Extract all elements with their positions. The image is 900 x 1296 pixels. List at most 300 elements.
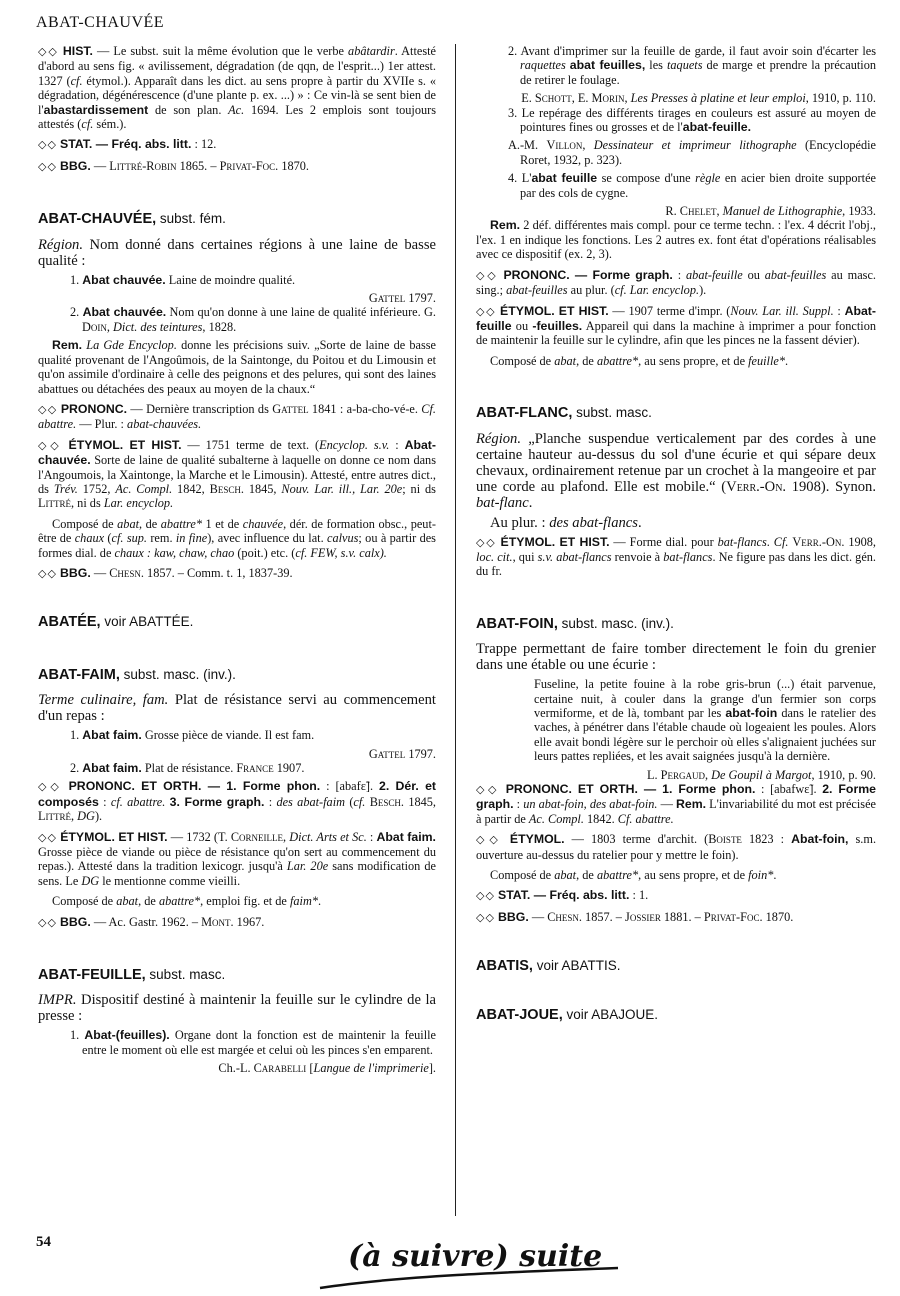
text-run: Villon [546, 138, 583, 153]
text-run: R. [665, 204, 680, 219]
example-4-source [476, 204, 876, 218]
text-run: 1870. [278, 158, 310, 173]
text-run: Rem. [490, 218, 521, 233]
text-run: sém.). [93, 117, 127, 132]
text-run: . Ne figure pas dans les dict. gén. du fr. [476, 549, 877, 579]
text-run: 1842. [583, 811, 618, 826]
text-run: abat-feuille. [682, 120, 752, 135]
text-run: , ni ds [71, 496, 104, 511]
text-run: Trappe permettant de faire tomber directement le foin du grenier dans une étable ou une écurie : [476, 641, 876, 674]
text-run: — 1907 terme d'impr. ( [608, 303, 731, 318]
text-run: , [624, 91, 631, 106]
compose-paragraph [476, 868, 876, 882]
text-run: ). [699, 283, 707, 298]
stat-paragraph [38, 137, 436, 152]
text-run: Les Presses à platine et leur emploi [630, 91, 806, 106]
text-run: 3. Le repérage des différents tirages en couleurs est assuré au moyen de pointures fines ou grosses et de l' [508, 105, 876, 135]
diamond-markers: ◇◇ [38, 438, 63, 452]
definition [38, 237, 436, 269]
text-run: Grosse pièce de viande. Il est fam. [141, 728, 315, 743]
text-run: HIST. [62, 44, 93, 58]
text-run: ÉTYMOL. ET HIST. [68, 437, 182, 452]
text-run: Ch.-L. [218, 1061, 254, 1076]
text-run: Dict. Arts et Sc. [289, 829, 367, 844]
text-run: faim* [289, 894, 318, 909]
entry-headword-abatis: ABATIS, voir ABATTIS. [476, 958, 621, 975]
text-run: , [106, 319, 114, 334]
text-run: Région. [476, 430, 521, 447]
text-run: 1845, [243, 481, 282, 496]
text-run: : [366, 829, 377, 844]
text-run: Gattel [272, 401, 309, 416]
text-run: 3. Forme graph. [169, 794, 265, 809]
remark [476, 218, 876, 261]
text-run: : [98, 794, 111, 809]
prononc-paragraph [38, 402, 436, 432]
text-run: dans le ratelier des vaches, à pénétrer dans l'étable chaude où logeaient les poules. Alors elle avait bondi légère sur le perchoir où elles s'alignaient juchées sur leurs pattes repliées, et les avait saignées jusqu'à la dernière. [534, 705, 877, 764]
entry-headword-abat-chauvee: ABAT-CHAUVÉE, subst. fém. [38, 211, 226, 228]
text-run: abastardissement [43, 102, 149, 117]
text-run: , de [139, 516, 161, 531]
text-run: Pergaud [660, 767, 705, 782]
text-run: STAT. — Fréq. abs. litt. [498, 888, 630, 903]
quotation [534, 677, 876, 763]
text-run: BBG. [60, 565, 91, 580]
prononc-paragraph [476, 782, 876, 826]
text-run: : [abafɛ̃]. [320, 779, 379, 794]
text-run: Ac. Compl. [528, 811, 584, 826]
text-run: Rem. [675, 797, 707, 812]
etymol-paragraph [38, 438, 436, 511]
text-run: s.m. ouverture au-dessus du ratelier pour y mettre le foin). [476, 832, 877, 862]
text-run: in fine [175, 531, 208, 546]
diamond-markers: ◇◇ [38, 402, 58, 416]
text-run: Carabelli [253, 1061, 307, 1076]
text-run: chauvée [242, 516, 284, 531]
text-run: s.v. abat-flancs [537, 549, 612, 564]
example-3 [508, 105, 876, 135]
text-run: Dessinateur et imprimeur lithographe [593, 138, 797, 153]
text-run: . [773, 868, 777, 883]
text-run: 1857. – [581, 909, 626, 924]
entry-headword-abat-foin: ABAT-FOIN, subst. masc. (inv.). [476, 615, 674, 632]
text-run: 1797. [405, 291, 436, 306]
text-run: des abat-flancs [549, 514, 638, 531]
text-run: . [637, 514, 642, 531]
text-run: abattre* [158, 894, 201, 909]
text-run: Trév. [53, 481, 78, 496]
text-run: De Goupil à Margot [711, 767, 812, 782]
example-1-source [38, 747, 436, 761]
text-run: Chesn. [547, 909, 582, 924]
example-2 [508, 44, 877, 87]
text-run: Cf. [773, 534, 789, 549]
handwritten-note-text: (à suivre) suite [348, 1239, 603, 1274]
text-run: Nom donné dans certaines régions à une laine de basse qualité : [38, 236, 436, 269]
text-run: Rem. [52, 338, 83, 353]
text-run: Abat faim. [376, 829, 436, 844]
text-run: — Le subst. suit la même évolution que le verbe [92, 44, 349, 58]
text-run: cf. [70, 73, 83, 88]
text-run: Langue de l'imprimerie [313, 1061, 429, 1076]
definition [476, 641, 876, 673]
text-run: Corneille [230, 829, 284, 844]
text-run: , de [576, 353, 597, 368]
text-run: 4. L' [508, 171, 532, 186]
text-run: bat-flancs [663, 549, 713, 564]
text-run: rem. [146, 531, 176, 546]
text-run: abattre* [596, 868, 639, 883]
text-run: renvoie à [611, 549, 664, 564]
definition [476, 431, 876, 511]
text-run: Privat-Foc. [703, 909, 763, 924]
text-run: Nom qu'on donne à une laine de qualité inférieure. G. [166, 305, 436, 320]
text-run: Fuseline, la petite fouine à la robe gris-brun (...) était parvenue, certaine nuit, à couler dans la grange d'un fermier son corps vermiforme, et de là, tombant par les [534, 677, 876, 720]
text-run: feuille* [748, 353, 785, 368]
example-1-source [38, 291, 436, 305]
text-run: : [389, 437, 405, 452]
text-run: Abat-(feuilles). [84, 1028, 170, 1043]
entry-headword-abat-flanc: ABAT-FLANC, subst. masc. [476, 405, 652, 422]
text-run: — [657, 797, 676, 812]
text-run: , [716, 204, 723, 219]
text-run: 1 et de [202, 516, 243, 531]
text-run: Grosse pièce de viande ou pièce de résistance qu'on sert au commencement du repas.). Attesté dans la tradition lexicogr. jusqu'à [38, 845, 436, 874]
text-run: : [833, 303, 845, 318]
text-run: 1797. [405, 746, 436, 761]
text-run: abat-chauvées. [127, 417, 202, 432]
text-run: , emploi fig. et de [200, 894, 290, 909]
compose-paragraph [476, 354, 876, 368]
text-run: — [90, 158, 110, 173]
handwritten-note [318, 1232, 678, 1294]
text-run: Encyclop. s.v. [319, 437, 390, 452]
etymol-paragraph [476, 535, 876, 579]
text-run: Doin [82, 319, 107, 334]
text-run: Manuel de Lithographie [722, 204, 843, 219]
text-run: abâtardir [348, 44, 395, 58]
diamond-markers: ◇◇ [476, 889, 495, 903]
text-run: bat-flanc [476, 494, 529, 511]
text-run: (Encyclopédie Roret, 1932, p. 323). [520, 138, 876, 167]
text-run: , E. [571, 91, 592, 106]
text-run: — [528, 909, 548, 924]
text-run: de son plan. [148, 102, 229, 117]
quotation-source [476, 768, 876, 782]
text-run: chaux : kaw, chaw, chao [114, 545, 235, 560]
text-run: (poit.) etc. ( [234, 545, 296, 560]
bbg-paragraph [38, 566, 436, 581]
text-run: Morin [591, 91, 625, 106]
text-run: abat [554, 353, 577, 368]
text-run: — Ac. Gastr. 1962. – [90, 914, 202, 929]
text-run: , 1828. [202, 319, 237, 334]
text-run: étymol.). Apparaît dans les dict. au sens propre à partir du XVIIe s. « dégradation, dégénérescence (d'une plante p. ex. ...) » : Ce vin-là se sent bien de l' [38, 73, 437, 117]
text-run: 1881. – [660, 909, 704, 924]
text-run: , qui [512, 549, 538, 564]
text-run: PRONONC. ET ORTH. — 1. Forme phon. [505, 782, 756, 796]
plural-note [476, 515, 876, 531]
text-run: , [71, 809, 78, 824]
text-run: — Plur. : [76, 417, 128, 432]
text-run: Abat-chauvée. [38, 437, 436, 468]
text-run: , 1910, p. 110. [805, 91, 876, 106]
text-run: , au sens propre, et de [638, 868, 749, 883]
diamond-markers: ◇◇ [476, 268, 499, 282]
text-run: Abat chauvée. [82, 272, 166, 287]
diamond-markers: ◇◇ [476, 910, 495, 924]
text-run: Ac. [228, 102, 245, 117]
compose-paragraph [38, 894, 436, 908]
text-run: cf. FEW, s.v. calx). [295, 545, 387, 560]
text-run: : [513, 797, 524, 812]
text-run: 1. [70, 1028, 85, 1043]
example-1 [70, 728, 436, 743]
text-run: ou [742, 267, 765, 282]
text-run: , [704, 767, 712, 782]
text-run: 2. Forme graph. [476, 782, 877, 812]
text-run: en acier bien droite supportée par des cols de cygne. [520, 171, 876, 200]
text-run: Littré [38, 809, 72, 824]
text-run: ( [104, 531, 112, 546]
example-2 [70, 761, 436, 775]
text-run: de marge et prendre la précaution de retirer le foulage. [520, 58, 877, 87]
bbg-paragraph [38, 915, 436, 930]
text-run: , [283, 829, 290, 844]
text-run: abat-feuilles [764, 267, 827, 282]
remark [38, 338, 436, 396]
text-run: : 1. [629, 888, 649, 903]
text-run: Plat de résistance servi au commencement d'un repas : [38, 692, 436, 725]
text-run: Dict. des teintures [113, 319, 203, 334]
text-run: abattre* [160, 516, 202, 531]
example-1 [70, 1028, 436, 1057]
text-run: 1908). Synon. [786, 478, 876, 495]
text-run: Nouv. Lar. ill., Lar. 20e [281, 481, 403, 496]
text-run: E. [521, 91, 535, 106]
bbg-paragraph [38, 159, 436, 174]
text-run: 1752, [77, 481, 116, 496]
text-run: raquettes [520, 58, 566, 73]
text-run: ÉTYMOL. ET HIST. [500, 303, 609, 318]
text-run: Abat faim. [82, 761, 142, 775]
text-run: Verr.-On. [792, 534, 845, 549]
text-run: BBG. [60, 158, 91, 173]
text-run: , de [138, 894, 159, 909]
text-run: sans modification de sens. Le [38, 859, 436, 888]
diamond-markers: ◇◇ [476, 833, 503, 847]
text-run: ÉTYMOL. [509, 832, 565, 847]
text-run: Chesn. [109, 565, 144, 580]
diamond-markers: ◇◇ [38, 45, 59, 58]
text-run: abat [116, 894, 139, 909]
text-run: Lar. 20e [286, 859, 329, 874]
text-run: des abat-faim [276, 794, 345, 809]
text-run: Sorte de laine de qualité subalterne à laquelle on donne ce nom dans l'Angoumois, la Xaintonge, la Marche et le Limousin). Attesté, entre autres dict., ds [38, 453, 436, 496]
bbg-paragraph [476, 910, 876, 925]
diamond-markers: ◇◇ [476, 535, 497, 549]
text-run: . [528, 494, 533, 511]
text-run: 1907. [273, 761, 305, 775]
text-run: 1841 : a-ba-cho-vé-e. [308, 401, 422, 416]
column-divider [455, 44, 456, 1216]
text-run: Schott [534, 91, 572, 106]
text-run: 1842, [172, 481, 210, 496]
text-run: foin* [748, 868, 774, 883]
text-run: Littré [38, 496, 72, 511]
hist-paragraph [38, 44, 436, 131]
text-run: 1823 : [741, 832, 792, 847]
text-run: Littré-Robin [109, 158, 177, 173]
left-column [38, 44, 436, 1076]
definition [38, 992, 436, 1024]
text-run: Laine de moindre qualité. [165, 272, 296, 287]
text-run: ; ni ds [402, 481, 436, 496]
example-4 [508, 171, 876, 200]
text-run: taquets [666, 58, 703, 73]
text-run: cf. abattre. [110, 794, 166, 809]
text-run: — [90, 565, 110, 580]
text-run: loc. cit. [476, 549, 513, 564]
text-run: . Attesté d'abord au sens fig. « avilissement, dégradation (de qqn, de l'esprit...) 1er attest. 1327 ( [38, 44, 437, 88]
example-1 [70, 272, 436, 287]
right-column [476, 44, 876, 1046]
example-1-source [38, 1061, 436, 1075]
entry-headword-abatee: ABATÉE, voir ABATTÉE. [38, 614, 194, 631]
text-run: PRONONC. [60, 401, 128, 416]
text-run: PRONONC. ET ORTH. — 1. Forme phon. [68, 779, 321, 794]
text-run: bat-flancs [717, 534, 767, 549]
text-run: A.-M. [508, 138, 547, 153]
text-run: 1870. [762, 909, 794, 924]
text-run: Nouv. Lar. ill. Suppl. [730, 303, 834, 318]
text-run: „Planche suspendue verticalement par des cordes à une certaine hauteur au-dessus du sol d'une écurie et qui sépare deux chevaux, ordinairement retenue par un crochet à la mangeoire et par une corde au plafond. Elle est mobile.“ ( [476, 430, 876, 495]
text-run: calvus [327, 531, 359, 546]
text-run: DG [77, 809, 95, 824]
text-run: se compose d'une [597, 171, 696, 186]
text-run: , 1910, p. 90. [811, 767, 876, 782]
text-run: abat-feuille [686, 267, 743, 282]
text-run: Cf. abattre. [617, 811, 674, 826]
diamond-markers: ◇◇ [38, 138, 57, 152]
text-run: , [582, 138, 594, 153]
text-run: Composé de [52, 894, 117, 909]
text-run: : [672, 267, 687, 282]
text-run: abat-feuilles [506, 283, 568, 298]
text-run: Région. [38, 236, 83, 253]
text-run: Plat de résistance. [141, 761, 237, 775]
text-run: au masc. sing.; [476, 267, 876, 298]
text-run: Abat faim. [82, 728, 142, 743]
text-run: 2. [70, 761, 83, 775]
text-run: Ac. Compl. [115, 481, 173, 496]
text-run: Cf. abattre. [38, 401, 436, 432]
text-run: France [236, 761, 274, 775]
example-2 [70, 305, 436, 334]
diamond-markers: ◇◇ [476, 304, 497, 318]
text-run: donne les précisions suiv. „Sorte de laine de basse qualité provenant de l'Angoûmois, de la Saintonge, du Poitou et du Limousin et qu'on assimile d'ordinaire à celle des peignons et des pelures, qui sont des laines abattues ou détachées des peaux au moyen de la chaux.“ [38, 338, 436, 396]
text-run: . [318, 894, 322, 909]
text-run: cf. Lar. encyclop. [614, 283, 700, 298]
text-run: Mont. [201, 914, 234, 929]
running-head: ABAT-CHAUVÉE [36, 14, 165, 31]
text-run: règle [695, 171, 721, 186]
diamond-markers: ◇◇ [38, 566, 57, 580]
diamond-markers: ◇◇ [476, 783, 501, 796]
text-run: au plur. ( [567, 283, 615, 298]
text-run: ÉTYMOL. ET HIST. [500, 534, 610, 549]
text-run: Chelet [679, 204, 717, 219]
text-run: Abat-foin, [791, 832, 849, 847]
text-run: Composé de [490, 353, 555, 368]
text-run: Appareil qui dans la machine à imprimer a pour fonction de maintenir la feuille sur le cylindre, afin que les pinces ne la fassent dévier). [476, 318, 876, 348]
text-run: ). [94, 809, 103, 824]
text-run: 2. [70, 305, 83, 320]
text-run: 1845, [404, 794, 436, 809]
text-run: ; ou à partir des formes dial. de [38, 531, 436, 560]
text-run: BBG. [498, 909, 529, 924]
text-run: 2. Avant d'imprimer sur la feuille de garde, il faut avoir soin d'écarter les [508, 44, 876, 58]
text-run: Au plur. : [490, 514, 550, 531]
example-2-source [476, 91, 876, 105]
text-run: abat-foin [725, 705, 778, 720]
text-run: [ [306, 1061, 314, 1076]
text-run: abattre* [596, 353, 639, 368]
text-run: — Dernière transcription ds [127, 401, 273, 416]
text-run: -feuilles. [532, 318, 583, 333]
text-run: Composé de [52, 516, 118, 531]
text-run: : [abafwɛ̃]. [755, 782, 823, 796]
text-run: le mentionne comme vieilli. [99, 873, 241, 888]
text-run: un abat-foin, des abat-foin. [523, 797, 658, 812]
etymol-paragraph [476, 304, 876, 348]
text-run: abat [554, 868, 577, 883]
text-run: . [766, 534, 774, 549]
text-run: 1. [70, 272, 83, 287]
text-run: , au sens propre, et de [638, 353, 749, 368]
text-run: ( [345, 794, 354, 809]
text-run: Organe dont la fonction est de maintenir la feuille entre le moment où elle est margée et celui où les pinces s'en emparent. [82, 1028, 436, 1057]
text-run: abat feuilles, [569, 58, 646, 73]
text-run: Boiste [708, 832, 742, 847]
text-run: Verr.-On. [726, 478, 787, 495]
diamond-markers: ◇◇ [38, 915, 57, 929]
text-run: cf. sup. [111, 531, 147, 546]
text-run: abat [117, 516, 140, 531]
text-run: Gattel [368, 291, 406, 306]
text-run: Besch. [209, 481, 244, 496]
text-run: La Gde Encyclop. [86, 338, 177, 353]
text-run: , dér. de formation obsc., peut-être de [38, 516, 436, 546]
text-run: Lar. encyclop. [103, 496, 174, 511]
text-run: ), avec influence du lat. [207, 531, 327, 546]
text-run: Abat chauvée. [82, 305, 167, 320]
text-run: : 12. [191, 137, 217, 152]
etymol-paragraph [38, 830, 436, 889]
page-number: 54 [36, 1234, 51, 1250]
text-run: , de [576, 868, 597, 883]
text-run: 1. [70, 728, 83, 743]
text-run: 2 déf. différentes mais compl. pour ce terme techn. : l'ex. 4 décrit l'obj., l'ex. 1 en indique les fonctions. Les 2 autres ex. font état d'opérations réalisables avec ce dispositif (ex. 2, 3). [476, 218, 876, 262]
text-run: 1857. – Comm. t. 1, 1837-39. [143, 565, 293, 580]
diamond-markers: ◇◇ [38, 780, 63, 794]
text-run: : [264, 794, 277, 809]
text-run: Composé de [490, 868, 555, 883]
etymol-paragraph [476, 832, 876, 862]
text-run: 1865. – [176, 158, 220, 173]
prononc-paragraph [38, 779, 436, 823]
text-run: DG [81, 873, 100, 888]
